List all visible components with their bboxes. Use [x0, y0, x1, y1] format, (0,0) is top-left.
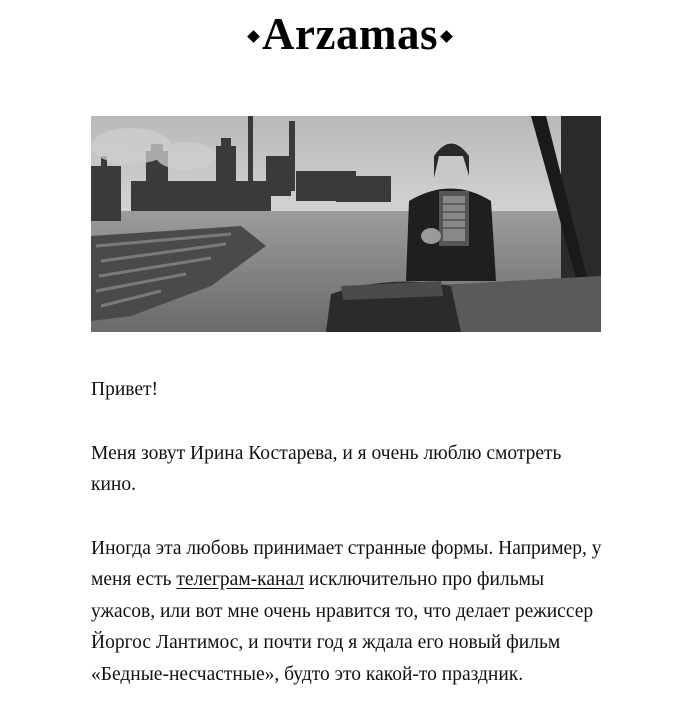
paragraph-telegram [91, 533, 611, 691]
hero-image [91, 116, 601, 332]
intro-paragraph: Меня зовут Ирина Костарева, и я очень люблю смотреть кино. [91, 442, 562, 495]
logo-text: Arzamas [262, 9, 438, 59]
paragraph-text-end: исключительно про фильмы ужасов, или вот мне очень нравится то, что делает режиссер Йоргос Лантимос, и почти год я ждала его новый фильм «Бедные-несчастные», будто это какой-то праздник. [91, 569, 594, 685]
logo-dot-left [247, 30, 260, 43]
letter-body [91, 374, 611, 722]
greeting: Привет! [91, 379, 159, 400]
logo-dot-right [440, 30, 453, 43]
arzamas-logo[interactable] [0, 6, 700, 62]
hero-film-still [91, 116, 601, 332]
paragraph-text-start: Иногда эта любовь принимает странные формы. Например, у меня есть [91, 537, 602, 590]
telegram-channel-link[interactable]: телеграм-канал [176, 569, 305, 590]
